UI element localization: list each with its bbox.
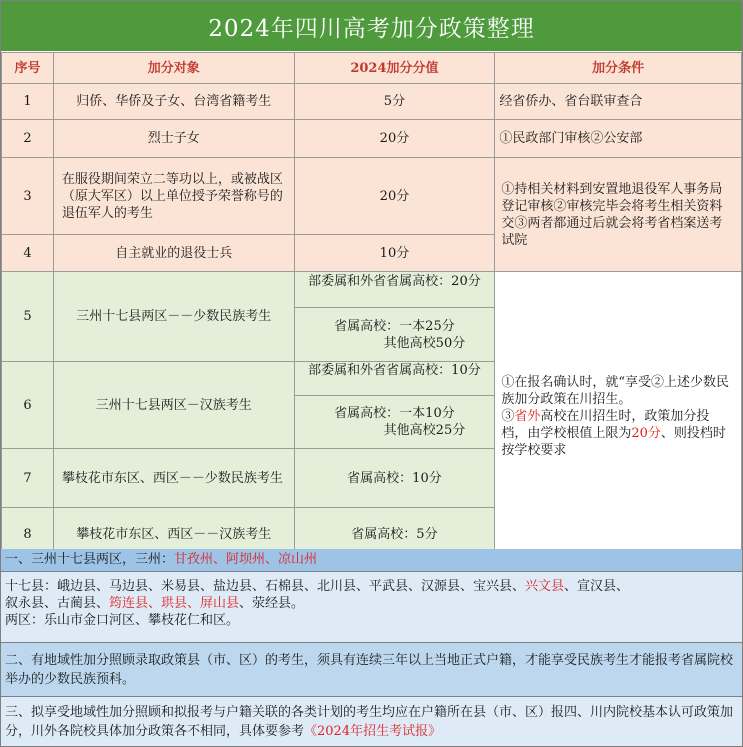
note-text: 、荥经县。	[239, 596, 305, 611]
row-condition: 经省侨办、省台联审查合	[495, 84, 742, 120]
row-value: 省属高校：10分	[294, 449, 495, 508]
row-value: 20分	[294, 120, 495, 158]
row-condition: ①民政部门审核②公安部	[495, 120, 742, 158]
value-part-b1: 省属高校：一本25分	[334, 319, 455, 334]
policy-table	[1, 52, 742, 561]
value-part-a: 部委属和外省省属高校：10分	[295, 362, 495, 396]
note-counties	[1, 572, 742, 642]
row-value: 10分	[294, 235, 495, 272]
note-line	[5, 595, 738, 612]
divider	[1, 571, 742, 572]
row-target: 自主就业的退役士兵	[53, 235, 294, 272]
page-title: 2024年四川高考加分政策整理	[1, 1, 742, 51]
note-highlight: 《2024年招生考试报》	[304, 724, 442, 739]
table-row	[2, 158, 742, 235]
row-no: 4	[2, 235, 54, 272]
table-row	[2, 120, 742, 158]
note-highlight: 兴文县	[525, 579, 565, 594]
row-target: 归侨、华侨及子女、台湾省籍考生	[53, 84, 294, 120]
note-text: 十七县：峨边县、马边县、米易县、盐边县、石棉县、北川县、平武县、汉源县、宝兴县、	[5, 579, 526, 594]
row-value: 省属高校：5分	[294, 508, 495, 561]
value-part-a: 部委属和外省省属高校：20分	[295, 272, 495, 308]
table-header-row	[2, 53, 742, 84]
row-value-split	[294, 272, 495, 362]
note-line: 两区：乐山市金口河区、攀枝花仁和区。	[5, 613, 240, 628]
row-target: 三州十七县两区－－少数民族考生	[53, 272, 294, 362]
value-part-b	[295, 396, 495, 448]
header-condition: 加分条件	[495, 53, 742, 84]
condition-highlight: 省外	[514, 408, 541, 424]
divider	[1, 642, 742, 643]
note-household: 二、有地域性加分照顾录取政策县（市、区）的考生，须具有连续三年以上当地正式户籍，才能享受民族考生才能报考省属院校举办的少数民族预科。	[1, 642, 742, 696]
condition-text: ③	[501, 408, 515, 424]
note-three-prefectures	[1, 549, 742, 571]
row-target: 三州十七县两区－汉族考生	[53, 362, 294, 449]
row-no: 2	[2, 120, 54, 158]
row-target: 攀枝花市东区、西区－－汉族考生	[53, 508, 294, 561]
row-value: 5分	[294, 84, 495, 120]
note-text: 叙永县、古蔺县、	[5, 596, 110, 611]
row-value-split	[294, 362, 495, 449]
header-value: 2024加分分值	[294, 53, 495, 84]
row-no: 1	[2, 84, 54, 120]
condition-highlight: 20分	[631, 425, 661, 441]
row-no: 8	[2, 508, 54, 561]
note-line	[5, 578, 738, 595]
header-target: 加分对象	[53, 53, 294, 84]
row-no: 3	[2, 158, 54, 235]
row-condition-merged: ①持相关材料到安置地退役军人事务局登记审核②审核完毕会将考生相关资料交③两者都通过后就会将考省档案送考试院	[495, 158, 742, 272]
row-target: 烈士子女	[53, 120, 294, 158]
note-reference	[1, 696, 742, 746]
note-text: 一、三州十七县两区，三州：	[5, 552, 175, 567]
value-part-b	[295, 308, 495, 361]
divider	[1, 696, 742, 697]
table-row	[2, 272, 742, 362]
condition-para-2	[501, 408, 735, 459]
note-text: 、宣汉县、	[564, 579, 630, 594]
row-value: 20分	[294, 158, 495, 235]
value-part-b1: 省属高校：一本10分	[334, 406, 455, 421]
condition-text: 、则投档时按学校要求	[501, 425, 726, 458]
table-row	[2, 84, 742, 120]
note-text: 三、拟享受地域性加分照顾和拟报考与户籍关联的各类计划的考生均应在户籍所在县（市、区）报四、川内院校基本认可政策加分，川外各院校具体加分政策各不相同，具体要参考	[5, 705, 734, 739]
row-no: 5	[2, 272, 54, 362]
value-part-b2: 其他高校25分	[383, 423, 466, 438]
row-no: 7	[2, 449, 54, 508]
row-target: 攀枝花市东区、西区－－少数民族考生	[53, 449, 294, 508]
condition-para-1: ①在报名确认时，就“享受②上述少数民族加分政策在川招生。	[501, 374, 729, 407]
note-highlight: 甘孜州、阿坝州、凉山州	[174, 552, 318, 567]
header-no: 序号	[2, 53, 54, 84]
value-part-b2: 其他高校50分	[383, 336, 466, 351]
row-no: 6	[2, 362, 54, 449]
row-target: 在服役期间荣立二等功以上，或被战区（原大军区）以上单位授予荣誉称号的退伍军人的考生	[53, 158, 294, 235]
note-highlight: 筠连县、珙县、屏山县	[109, 596, 240, 611]
row-condition-merged	[495, 272, 742, 561]
condition-text: 高校在川招生时，政策加分投档，由学校根值上限为	[501, 408, 710, 441]
